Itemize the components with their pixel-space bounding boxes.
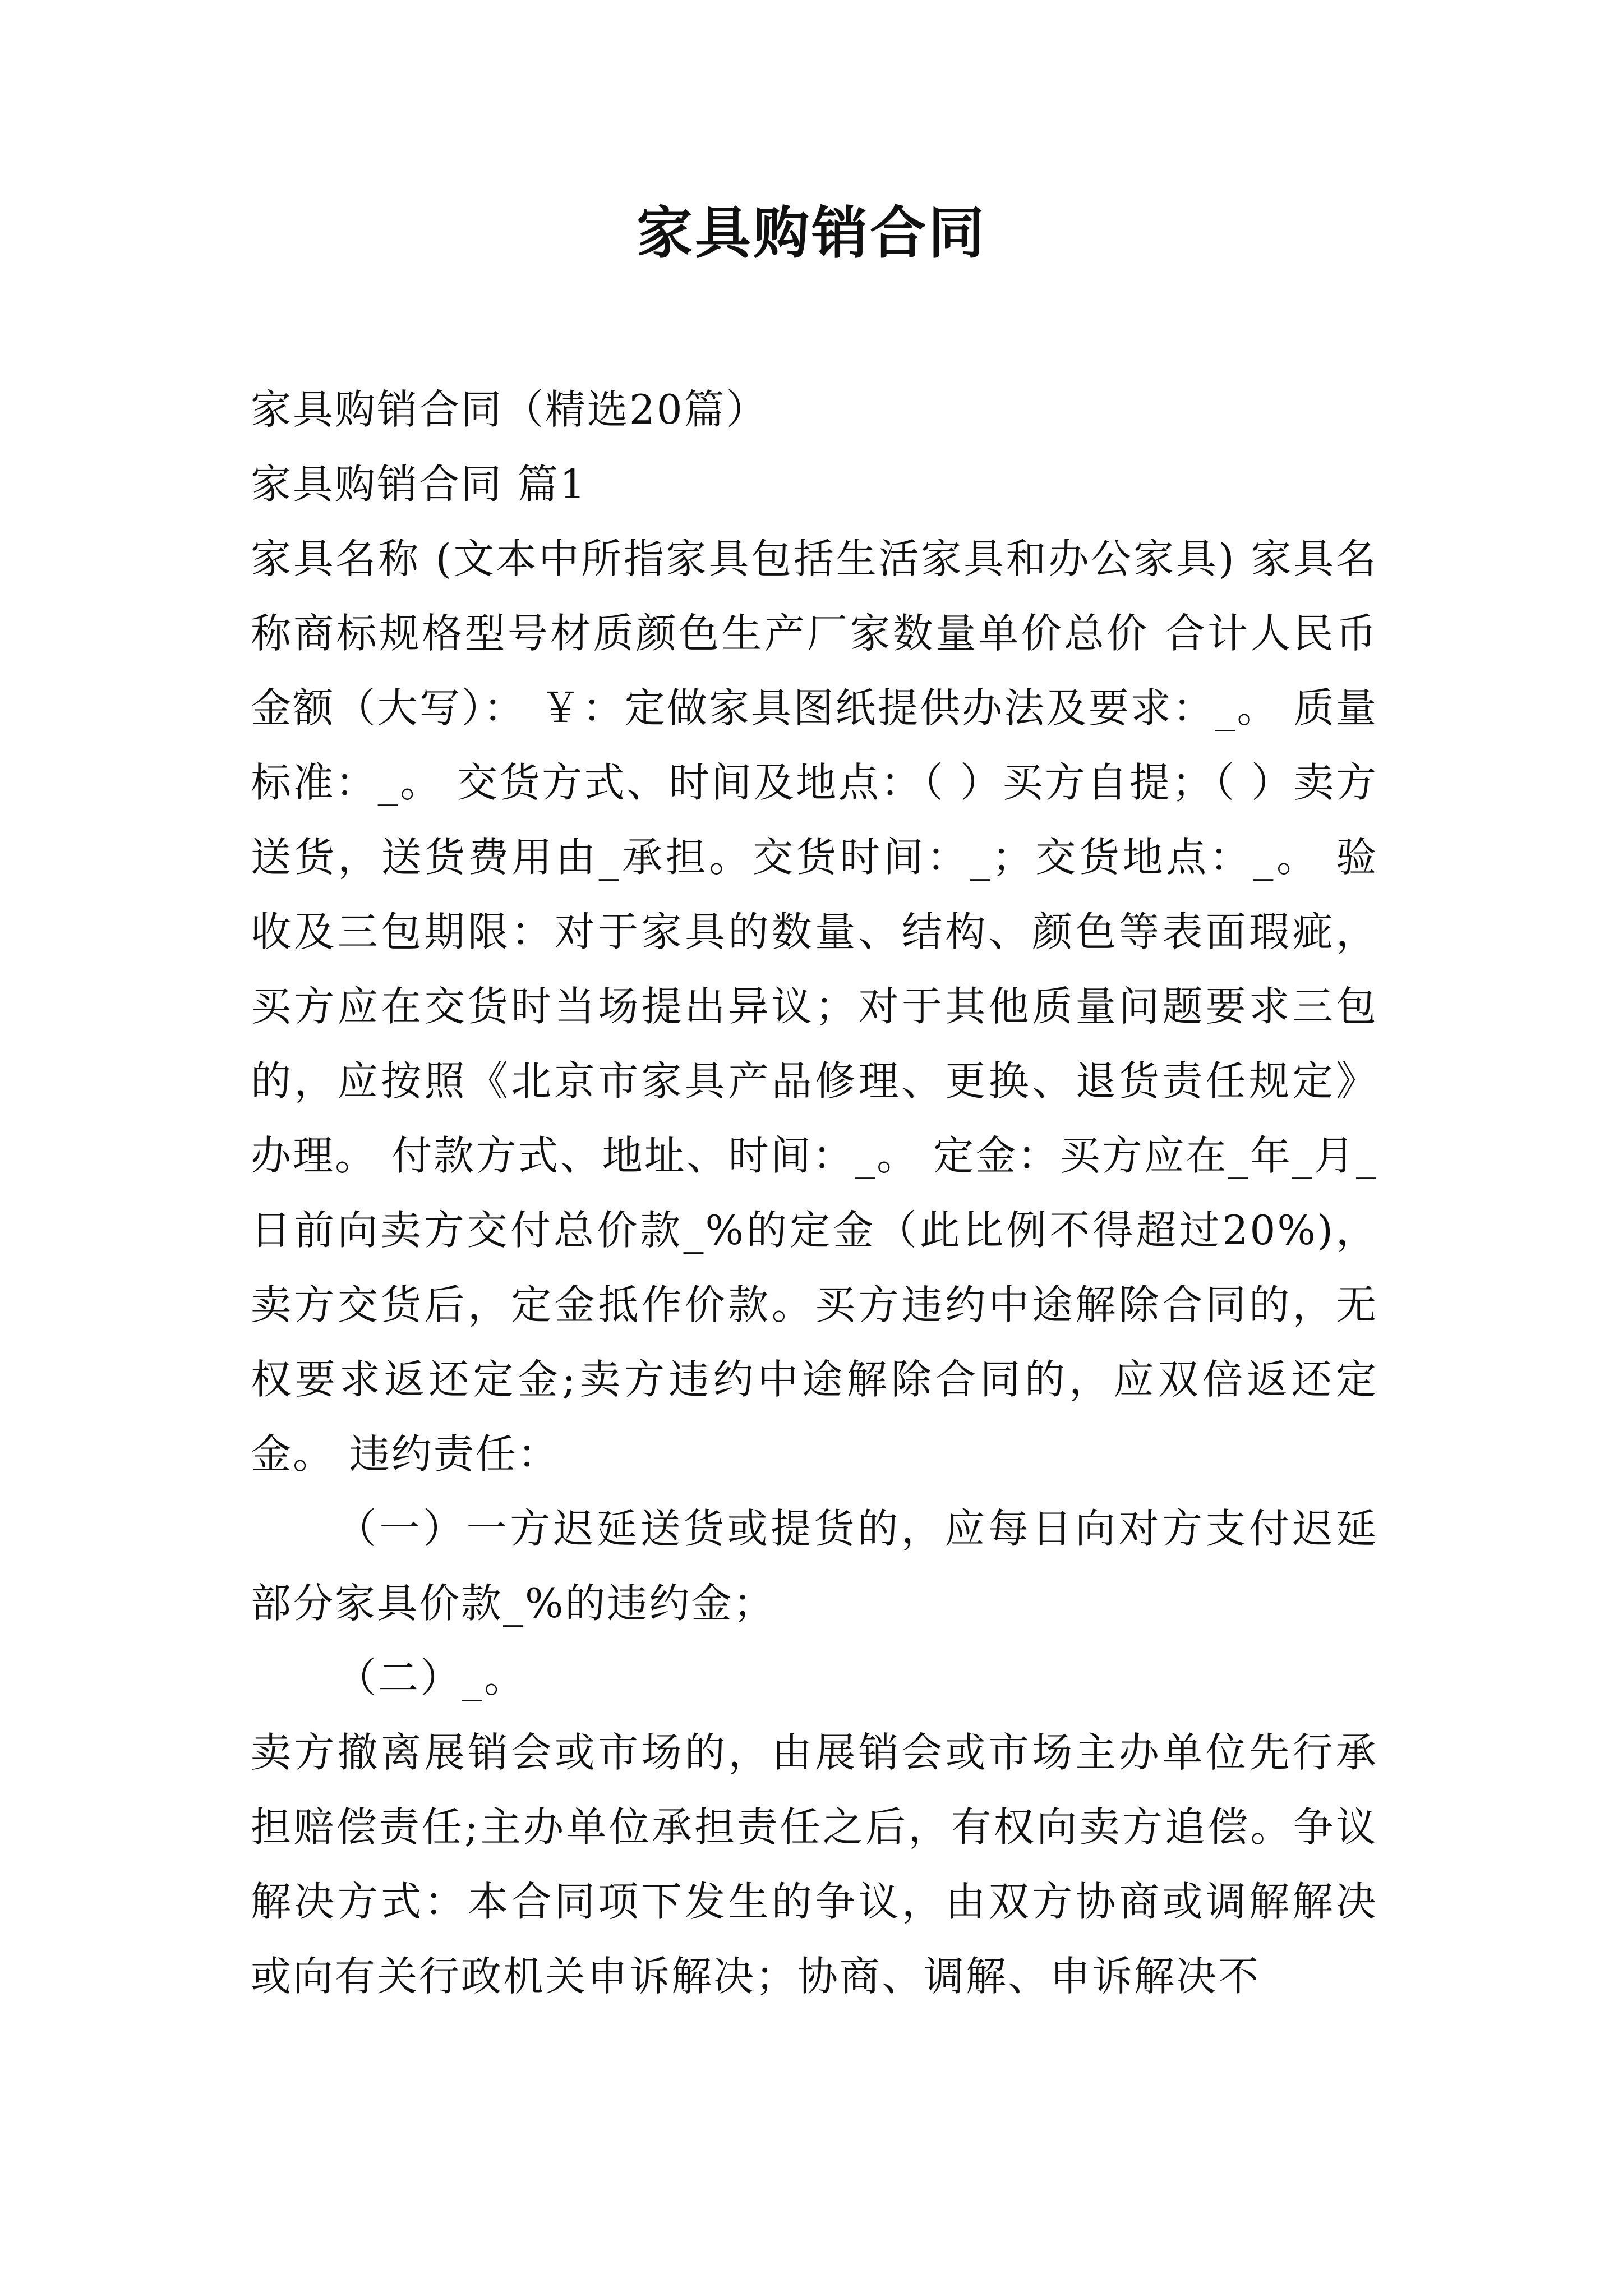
paragraph-dispute-resolution: 卖方撤离展销会或市场的，由展销会或市场主办单位先行承担赔偿责任;主办单位承担责任之后，有权向卖方追偿。争议解决方式：本合同项下发生的争议，由双方协商或调解解决或向有关行政机关申诉解决；协商、调解、申诉解决不	[251, 1729, 1378, 2000]
paragraph-contract-terms: 家具名称 (文本中所指家具包括生活家具和办公家具) 家具名称商标规格型号材质颜色生产厂家数量单价总价 合计人民币金额（大写）： ￥：定做家具图纸提供办法及要求：_。 质量标准：_。 交货方式、时间及地点：（ ）买方自提；（ ）卖方送货，送货费用由_承担。交货时间：_；交货地点：_。 验收及三包期限：对于家具的数量、结构、颜色等表面瑕疵，买方应在交货时当场提出异议；对于其他质量问题要求三包的，应按照《北京市家具产品修理、更换、退货责任规定》办理。 付款方式、地址、时间：_。 定金：买方应在_年_月_日前向卖方交付总价款_%的定金（此比例不得超过20%)，卖方交货后，定金抵作价款。买方违约中途解除合同的，无权要求返还定金;卖方违约中途解除合同的，应双倍返还定金。 违约责任：	[251, 535, 1378, 1478]
paragraph-section-heading: 家具购销合同 篇1	[251, 461, 587, 508]
paragraph-subtitle: 家具购销合同（精选20篇）	[251, 386, 768, 433]
document-body	[251, 372, 1378, 2014]
paragraph-liability-item-1: （一）一方迟延送货或提货的，应每日向对方支付迟延部分家具价款_%的违约金；	[251, 1505, 1378, 1627]
paragraph-liability-item-2: （二）_。	[336, 1654, 527, 1701]
document-title: 家具购销合同	[637, 200, 986, 266]
